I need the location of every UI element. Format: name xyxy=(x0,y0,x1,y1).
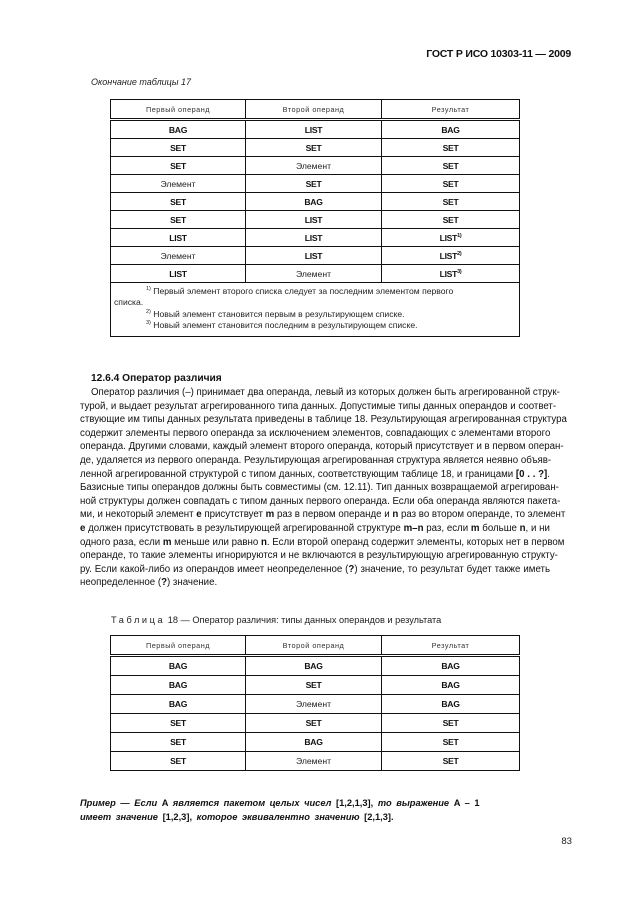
footnote-1 xyxy=(114,286,516,297)
table-row xyxy=(111,229,520,247)
cell-second: BAG xyxy=(246,656,382,676)
value: [2,1,3]. xyxy=(364,812,394,822)
section-paragraph xyxy=(80,386,567,590)
result-value: LIST xyxy=(439,232,458,243)
cell-first: SET xyxy=(111,714,246,733)
example-line xyxy=(80,796,480,810)
table-row xyxy=(111,752,520,771)
paragraph-line: ной структуры должен совпадать с типом данных первого операнда. Если оба операнда являются пакета- xyxy=(80,495,561,507)
caption-text: — Оператор различия: типы данных операндов и результата xyxy=(180,615,442,625)
footnote-text: Новый элемент становится последним в результирующем списке. xyxy=(153,320,418,331)
var-n: n xyxy=(519,522,526,534)
cell-result: BAG xyxy=(382,695,520,714)
text: является пакетом целых чисел xyxy=(172,798,332,808)
cell-second: SET xyxy=(246,714,382,733)
caption-number: 18 xyxy=(167,615,179,625)
cell-first: SET xyxy=(111,211,246,229)
example-line xyxy=(80,810,420,824)
cell-first: Элемент xyxy=(111,247,246,265)
footnote-ref: 2) xyxy=(457,250,462,257)
text: меньше или равно xyxy=(174,536,259,548)
table-footnotes xyxy=(111,283,520,337)
cell-second: Элемент xyxy=(246,752,382,771)
example-note xyxy=(80,796,480,824)
var-n: n xyxy=(261,536,267,548)
expr-m-minus-n: m–n xyxy=(403,522,424,534)
table-row xyxy=(111,120,520,139)
footnote-ref: 3) xyxy=(457,268,462,275)
indeterminate-symbol: ? xyxy=(161,577,168,589)
table-header-row xyxy=(111,100,520,120)
paragraph-line: турой, и выдает результат агрегированного типа данных. Допустимые типы данных операндов и соответ- xyxy=(80,400,557,412)
caption-prefix: Таблица xyxy=(111,615,166,625)
table-18-caption xyxy=(111,615,441,625)
paragraph-line: ленной агрегированной структурой с типом данных, соответствующим таблице 18, и границами [0 . . ?]. xyxy=(80,468,550,480)
footnote-text: Новый элемент становится первым в результирующем списке. xyxy=(153,308,405,319)
footnote-1-continued: списка. xyxy=(114,297,144,308)
result-value: LIST xyxy=(439,250,458,261)
text: ленной агрегированной структурой с типом данных, соответствующим таблице 18, и границами xyxy=(80,468,514,480)
cell-first: BAG xyxy=(111,695,246,714)
indeterminate-symbol: ? xyxy=(348,563,355,575)
cell-first: SET xyxy=(111,157,246,175)
paragraph-line: де, удаляется из первого операнда. Результирующая агрегированная структура является неявно объяв- xyxy=(80,454,552,466)
footnote-text: Первый элемент второго списка следует за последним элементом первого xyxy=(153,286,454,296)
paragraph-line xyxy=(80,576,550,590)
text: одного раза, если xyxy=(80,536,161,548)
var-m: m xyxy=(265,509,275,521)
column-header-second-operand: Второй операнд xyxy=(246,636,382,656)
cell-result: BAG xyxy=(382,120,520,139)
text: неопределенное ( xyxy=(80,577,162,589)
cell-second: Элемент xyxy=(246,695,382,714)
paragraph-line xyxy=(80,563,550,577)
table-row xyxy=(111,265,520,283)
text: раз, если xyxy=(426,522,469,534)
footnote-mark: 3) xyxy=(146,320,151,327)
column-header-result: Результат xyxy=(382,100,520,120)
value: [1,2,3], xyxy=(162,812,193,822)
table-row xyxy=(111,139,520,157)
table-row xyxy=(111,193,520,211)
table-row xyxy=(111,695,520,714)
cell-result xyxy=(382,229,520,247)
var-e: e xyxy=(196,509,202,521)
text: больше xyxy=(482,522,517,534)
table-row xyxy=(111,211,520,229)
paragraph-line xyxy=(80,536,565,550)
cell-result: BAG xyxy=(382,676,520,695)
page-number: 83 xyxy=(561,836,572,847)
cell-result: SET xyxy=(382,139,520,157)
cell-result: SET xyxy=(382,193,520,211)
table-row xyxy=(111,157,520,175)
cell-second: LIST xyxy=(246,247,382,265)
result-value: LIST xyxy=(439,268,458,279)
table-footnotes-row xyxy=(111,283,520,337)
text: присутствует xyxy=(204,509,263,521)
paragraph-line: Базисные типы операндов должны быть совместимы (см. 12.11). Тип данных возвращаемой агрегирован- xyxy=(80,482,559,494)
table-header-row xyxy=(111,636,520,656)
table-row xyxy=(111,714,520,733)
paragraph-line: операнда. Другими словами, каждый элемент второго операнда, который присутствует и в первом операн- xyxy=(80,441,564,453)
cell-first: SET xyxy=(111,139,246,157)
cell-first: BAG xyxy=(111,676,246,695)
cell-second: Элемент xyxy=(246,265,382,283)
cell-result xyxy=(382,247,520,265)
paragraph-line xyxy=(80,508,566,522)
table-continuation-caption: Окончание таблицы 17 xyxy=(91,77,191,87)
text: то выражение xyxy=(377,798,450,808)
paragraph-line xyxy=(80,522,550,536)
value: [1,2,1,3], xyxy=(336,798,374,808)
table-row xyxy=(111,175,520,193)
table-row xyxy=(111,676,520,695)
standard-id-header: ГОСТ Р ИСО 10303-11 — 2009 xyxy=(426,48,571,60)
var-a: A xyxy=(161,798,169,808)
cell-result: SET xyxy=(382,211,520,229)
cell-first: LIST xyxy=(111,265,246,283)
table-row xyxy=(111,247,520,265)
footnote-mark: 1) xyxy=(146,286,151,293)
cell-result: BAG xyxy=(382,656,520,676)
footnote-3 xyxy=(114,320,516,331)
table-row xyxy=(111,656,520,676)
cell-result: SET xyxy=(382,714,520,733)
paragraph-line: Оператор различия (–) принимает два операнда, левый из которых должен быть агрегированной струк- xyxy=(91,387,560,398)
column-header-result: Результат xyxy=(382,636,520,656)
cell-second: BAG xyxy=(246,193,382,211)
example-label: Пример — Если xyxy=(80,798,158,808)
cell-second: SET xyxy=(246,139,382,157)
cell-first: BAG xyxy=(111,120,246,139)
cell-second: Элемент xyxy=(246,157,382,175)
expression: A – 1 xyxy=(453,798,480,808)
cell-result: SET xyxy=(382,175,520,193)
text: . Если второй операнд содержит элементы, которых нет в первом xyxy=(266,536,565,548)
column-header-first-operand: Первый операнд xyxy=(111,636,246,656)
footnote-2 xyxy=(114,309,516,320)
text: ) значение. xyxy=(167,577,218,589)
cell-first: LIST xyxy=(111,229,246,247)
cell-first: Элемент xyxy=(111,175,246,193)
text: ) значение, то результат будет также иметь xyxy=(354,563,550,575)
var-e: e xyxy=(80,522,86,534)
cell-result: SET xyxy=(382,752,520,771)
cell-first: SET xyxy=(111,733,246,752)
cell-second: BAG xyxy=(246,733,382,752)
text: ми, и некоторый элемент xyxy=(80,509,194,521)
column-header-first-operand: Первый операнд xyxy=(111,100,246,120)
cell-result xyxy=(382,265,520,283)
cell-second: LIST xyxy=(246,211,382,229)
table-17 xyxy=(110,99,520,337)
text: должен присутствовать в результирующей агрегированной структуре xyxy=(88,522,401,534)
bounds-notation: [0 . . ?] xyxy=(515,468,548,480)
text: ру. Если какой-либо из операндов имеет неопределенное ( xyxy=(80,563,349,575)
text: , и ни xyxy=(525,522,550,534)
text: имеет значение xyxy=(80,812,158,822)
cell-second: SET xyxy=(246,676,382,695)
cell-second: SET xyxy=(246,175,382,193)
footnote-mark: 2) xyxy=(146,308,151,315)
cell-result: SET xyxy=(382,733,520,752)
var-m: m xyxy=(470,522,480,534)
section-heading: 12.6.4 Оператор различия xyxy=(91,373,222,384)
table-row xyxy=(111,733,520,752)
paragraph-line: содержит элементы первого операнда за исключением элементов, совпадающих с элементами второго xyxy=(80,427,551,439)
cell-first: SET xyxy=(111,752,246,771)
column-header-second-operand: Второй операнд xyxy=(246,100,382,120)
paragraph-line: ствующие им типы данных результата приведены в таблице 18. Результирующая агрегированная структура xyxy=(80,414,567,426)
footnote-ref: 1) xyxy=(457,232,462,239)
table-18 xyxy=(110,635,520,771)
cell-second: LIST xyxy=(246,229,382,247)
text: раз в первом операнде и xyxy=(276,509,390,521)
cell-first: BAG xyxy=(111,656,246,676)
paragraph-line: операнде, то такие элементы игнорируются и не включаются в результирующую агрегированную структу- xyxy=(80,550,558,562)
cell-second: LIST xyxy=(246,120,382,139)
text: которое эквивалентно значению xyxy=(196,812,360,822)
text: раз во втором операнде, то элемент xyxy=(401,509,566,521)
cell-first: SET xyxy=(111,193,246,211)
cell-result: SET xyxy=(382,157,520,175)
var-n: n xyxy=(392,509,399,521)
var-m: m xyxy=(162,536,172,548)
